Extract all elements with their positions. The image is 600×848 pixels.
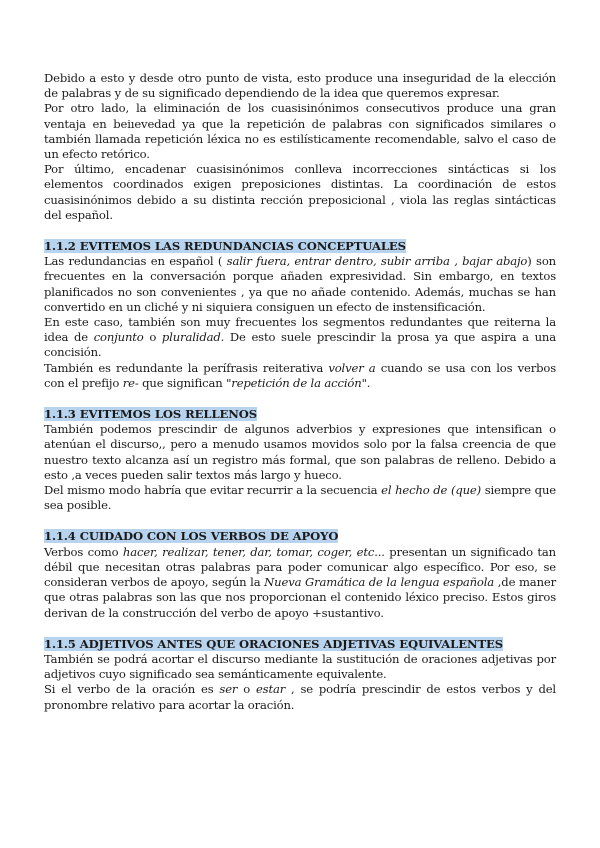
section-heading-adjetivos: 1.1.5 ADJETIVOS ANTES QUE ORACIONES ADJETIVAS EQUIVALENTES bbox=[44, 636, 504, 651]
redundancias-paragraph-2: En este caso, también son muy frecuentes los segmentos redundantes que reiterna la idea de conjunto o pluralidad. De esto suele prescindir la prosa ya que aspira a una concisión. bbox=[44, 315, 556, 360]
redundancias-paragraph-3: También es redundante la perífrasis reiterativa volver a cuando se usa con los verbos con el prefijo re- que significan "repetición de la acción". bbox=[44, 360, 557, 390]
adjetivos-paragraph-1: También se podrá acortar el discurso mediante la sustitución de oraciones adjetivas por adjetivos cuyo significado sea semánticamente equivalente. bbox=[44, 651, 556, 682]
intro-paragraph-2: Por otro lado, la eliminación de los cuasisinónimos consecutivos produce una gran ventaja en beiıevedad ya que la repetición de palabras con significados similares o también llamada repetición léxica no es estilísticamente recomendable, salvo el caso de un efecto retórico. bbox=[44, 101, 556, 162]
document-page bbox=[44, 71, 556, 713]
section-heading-rellenos: 1.1.3 EVITEMOS LOS RELLENOS bbox=[44, 407, 258, 422]
intro-paragraph-3: Por último, encadenar cuasisinónimos conlleva incorrecciones sintácticas si los elementos coordinados exigen preposiciones distintas. La coordinación de estos cuasisinónimos debido a su distinta recciόn preposicional , viola las reglas sintácticas del español. bbox=[44, 162, 556, 222]
section-heading-verbos-apoyo: 1.1.4 CUIDADO CON LOS VERBOS DE APOYO bbox=[44, 529, 339, 544]
verbos-apoyo-paragraph-1: Verbos como hacer, realizar, tener, dar, tomar, coger, etc... presentan un significado tan débil que necesitan otras palabras para poder comunicar algo específico. Por eso, se consideran verbos de apoyo, según la Nueva Gramática de la lengua española ,de maner que otras palabras son las que nos proporcionan el contenido léxico preciso. Estos giros derivan de la construcción del verbo de apoyo +sustantivo. bbox=[44, 544, 556, 620]
rellenos-paragraph-1: También podemos prescindir de algunos adverbios y expresiones que intensifican o atenúan el discurso,, pero a menudo usamos movidos solo por la falsa creencia de que nuestro texto alcanza así un registro más formal, que son palabras de relleno. Debido a esto ,a veces pueden salir textos más largo y hueco. bbox=[44, 422, 556, 482]
intro-paragraph-1: Debido a esto y desde otro punto de vista, esto produce una inseguridad de la elección de palabras y de su significado dependiendo de la idea que queremos expresar. bbox=[44, 71, 556, 101]
redundancias-paragraph-1: Las redundancias en español ( salir fuera, entrar dentro, subir arriba , bajar abajo) son frecuentes en la conversación porque añaden expresividad. Sin embargo, en textos planificados no son convenientes , ya que no añade contenido. Además, muchas se han convertido en un cliché y ni siquiera consiguen un efecto de instensificación. bbox=[44, 254, 556, 314]
adjetivos-paragraph-2: Si el verbo de la oración es ser o estar , se podría prescindir de estos verbos y del pronombre relativo para acortar la oración. bbox=[44, 682, 556, 712]
rellenos-paragraph-2: Del mismo modo habría que evitar recurrir a la secuencia el hecho de (que) siempre que sea posible. bbox=[44, 483, 556, 513]
section-heading-redundancias: 1.1.2 EVITEMOS LAS REDUNDANCIAS CONCEPTUALES bbox=[44, 239, 406, 254]
